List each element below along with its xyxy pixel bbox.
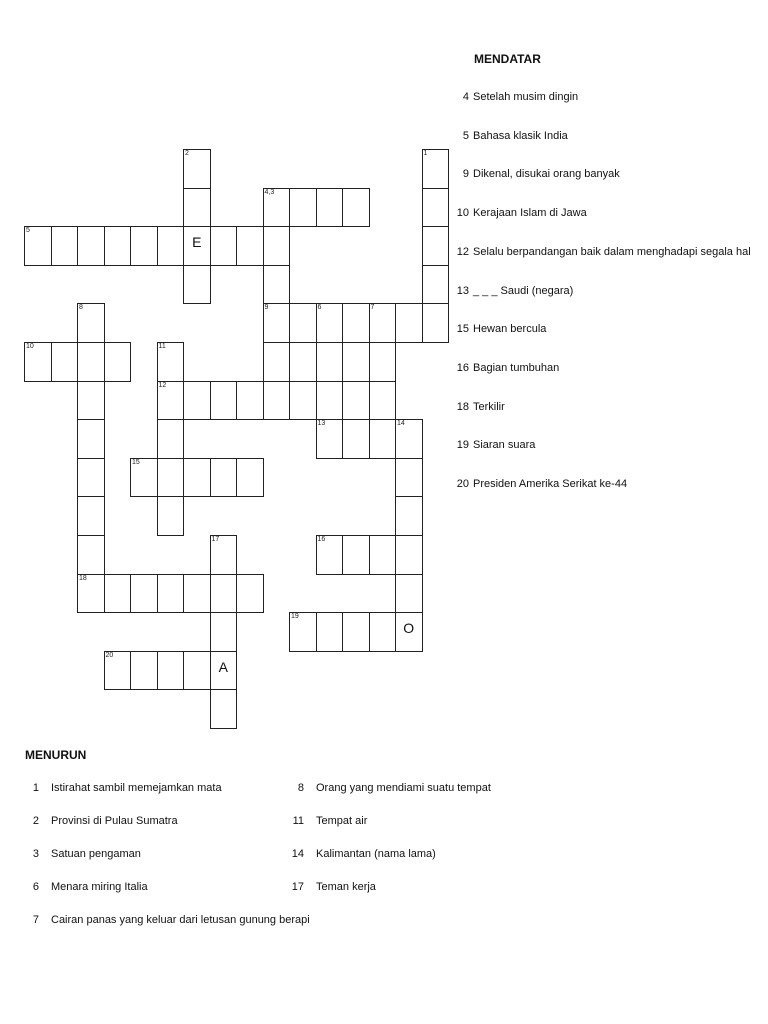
grid-cell[interactable] [369,535,397,575]
grid-cell[interactable] [104,342,132,382]
clue-number: 12 [158,381,167,389]
clue-item-number: 2 [32,815,39,827]
grid-cell[interactable] [51,226,79,266]
grid-cell[interactable] [263,303,291,343]
grid-cell[interactable] [316,612,344,652]
filled-letter: O [403,620,415,637]
grid-cell[interactable] [422,226,450,266]
crossword-grid [0,0,440,740]
grid-cell[interactable] [183,651,211,691]
grid-cell[interactable] [130,458,158,498]
clue-number: 10 [26,343,34,350]
clue-item [25,848,141,860]
clue-number: 15 [132,458,140,466]
clue-item-number: 7 [32,914,39,926]
clue-item-number: 9 [462,168,469,181]
grid-cell[interactable] [289,188,317,228]
grid-cell[interactable] [130,574,158,614]
clue-item [25,881,148,893]
clue-item-number: 20 [456,478,469,490]
clue-item-number: 4 [462,91,469,103]
clue-item-text: Satuan pengaman [51,848,141,860]
grid-cell[interactable] [210,689,238,729]
clue-item [452,168,620,180]
grid-cell[interactable] [77,535,105,575]
grid-cell[interactable] [210,612,238,652]
clue-number: 7 [370,304,375,312]
clue-item-number: 11 [292,815,304,827]
clue-item-text: Siaran suara [473,439,536,452]
clue-number: 11 [158,343,166,350]
grid-cell[interactable] [77,458,105,498]
grid-cell[interactable] [316,535,344,575]
grid-cell[interactable] [263,381,291,421]
clue-item-text: Kerajaan Islam di Jawa [473,207,587,220]
clue-item [290,815,367,827]
grid-cell[interactable] [77,381,105,421]
grid-cell[interactable] [183,226,211,266]
grid-cell[interactable] [236,226,264,266]
grid-cell[interactable] [157,381,185,421]
clue-item-text: Terkilir [473,400,505,413]
grid-cell[interactable] [236,574,264,614]
grid-cell[interactable] [77,419,105,459]
grid-cell[interactable] [395,496,423,536]
clue-item-number: 19 [456,439,469,452]
clue-item-number: 6 [32,881,39,893]
clue-item-number: 17 [291,881,304,893]
grid-cell[interactable] [316,381,344,421]
grid-cell[interactable] [342,419,370,459]
grid-cell[interactable] [369,419,397,459]
grid-cell[interactable] [77,303,105,343]
grid-cell[interactable] [157,651,185,691]
clue-item-text: Tempat air [316,815,368,827]
grid-cell[interactable] [183,458,211,498]
grid-cell[interactable] [342,303,370,343]
clue-item-number: 14 [291,848,304,860]
clue-item-number: 5 [462,129,469,142]
clue-item [25,914,310,926]
grid-cell[interactable] [51,342,79,382]
grid-cell[interactable] [369,342,397,382]
grid-cell[interactable] [395,419,423,459]
clue-item-number: 13 [456,284,469,297]
grid-cell[interactable] [263,265,291,305]
grid-cell[interactable] [342,381,370,421]
clue-item [452,130,568,142]
grid-cell[interactable] [422,149,450,189]
grid-cell[interactable] [342,612,370,652]
clue-item [452,401,505,413]
grid-cell[interactable] [289,303,317,343]
clue-number: 1 [423,150,428,157]
grid-cell[interactable] [157,496,185,536]
clue-item [290,848,436,860]
grid-cell[interactable] [210,381,238,421]
grid-cell[interactable] [183,265,211,305]
grid-cell[interactable] [316,342,344,382]
clue-item-text: Selalu berpandangan baik dalam menghadapi segala hal [473,245,751,258]
clue-item [452,207,587,219]
grid-cell[interactable] [236,381,264,421]
grid-cell[interactable] [210,574,238,614]
grid-cell[interactable] [395,303,423,343]
clue-number: 17 [211,536,220,543]
grid-cell[interactable] [24,342,52,382]
grid-cell[interactable] [422,188,450,228]
mendatar-title: MENDATAR [474,52,541,66]
clue-item-text: Hewan bercula [473,323,547,336]
clue-item [452,323,546,335]
clue-item-number: 12 [456,245,469,258]
grid-cell[interactable] [422,303,450,343]
clue-item-text: Bagian tumbuhan [473,361,560,374]
grid-cell[interactable] [263,226,291,266]
clue-number: 8 [79,304,83,312]
grid-cell[interactable] [395,574,423,614]
clue-item [452,362,559,374]
clue-number: 2 [185,150,189,157]
grid-cell[interactable] [104,226,132,266]
grid-cell[interactable] [289,612,317,652]
filled-letter: A [218,658,228,675]
clue-item-text: Bahasa klasik India [473,129,568,142]
grid-cell[interactable] [157,458,185,498]
clue-item-number: 15 [456,323,469,336]
clue-item-text: Presiden Amerika Serikat ke-44 [473,478,628,490]
grid-cell[interactable] [342,188,370,228]
grid-cell[interactable] [316,419,344,459]
clue-item [290,782,491,794]
grid-cell[interactable] [183,188,211,228]
clue-number: 19 [291,613,299,621]
clue-item-text: Kalimantan (nama lama) [316,848,436,860]
clue-item-text: Istirahat sambil memejamkan mata [51,782,222,794]
grid-cell[interactable] [130,651,158,691]
clue-item [452,478,627,490]
grid-cell[interactable] [24,226,52,266]
grid-cell[interactable] [77,574,105,614]
grid-cell[interactable] [395,535,423,575]
clue-item [25,815,178,827]
clue-number: 13 [317,420,326,428]
clue-item-text: _ _ _ Saudi (negara) [473,284,574,297]
grid-cell[interactable] [183,574,211,614]
clue-item-number: 10 [456,207,469,220]
clue-item [452,439,535,451]
grid-cell[interactable] [369,381,397,421]
clue-number: 14 [397,420,405,428]
filled-letter: E [192,234,202,251]
grid-cell[interactable] [395,458,423,498]
grid-cell[interactable] [157,226,185,266]
grid-cell[interactable] [395,612,423,652]
clue-number: 4,3 [264,188,275,196]
grid-cell[interactable] [77,342,105,382]
grid-cell[interactable] [157,419,185,459]
grid-cell[interactable] [104,651,132,691]
clue-item-text: Dikenal, disukai orang banyak [473,168,620,181]
grid-cell[interactable] [422,265,450,305]
grid-cell[interactable] [236,458,264,498]
clue-item [452,285,573,297]
clue-item-number: 3 [32,848,39,860]
clue-item-text: Menara miring Italia [51,881,148,893]
clue-number: 9 [264,304,269,312]
grid-cell[interactable] [263,188,291,228]
grid-cell[interactable] [369,303,397,343]
clue-item-text: Cairan panas yang keluar dari letusan gunung berapi [51,914,310,926]
clue-number: 20 [105,651,114,659]
clue-number: 18 [79,574,87,582]
clue-item [452,91,578,103]
grid-cell[interactable] [183,381,211,421]
grid-cell[interactable] [342,535,370,575]
grid-cell[interactable] [210,535,238,575]
grid-cell[interactable] [316,188,344,228]
grid-cell[interactable] [157,574,185,614]
clue-item-number: 16 [456,361,469,374]
grid-cell[interactable] [263,342,291,382]
grid-cell[interactable] [130,226,158,266]
grid-cell[interactable] [104,574,132,614]
clue-item-text: Teman kerja [316,881,376,893]
clue-number: 5 [26,227,30,235]
clue-number: 6 [317,304,322,312]
clue-item-number: 1 [32,782,39,794]
clue-item-text: Provinsi di Pulau Sumatra [51,815,178,827]
clue-item-number: 8 [297,782,304,794]
grid-cell[interactable] [210,458,238,498]
grid-cell[interactable] [210,226,238,266]
grid-cell[interactable] [183,149,211,189]
grid-cell[interactable] [316,303,344,343]
clue-item-text: Orang yang mendiami suatu tempat [316,782,491,794]
menurun-title: MENURUN [25,748,87,762]
clue-item [25,782,222,794]
grid-cell[interactable] [369,612,397,652]
clue-item-number: 18 [456,400,469,413]
clue-item [290,881,376,893]
grid-cell[interactable] [77,226,105,266]
grid-cell[interactable] [210,651,238,691]
clue-item [452,246,751,258]
clue-item-text: Setelah musim dingin [473,91,579,103]
clue-number: 16 [317,536,326,543]
grid-cell[interactable] [289,381,317,421]
grid-cell[interactable] [157,342,185,382]
grid-cell[interactable] [77,496,105,536]
